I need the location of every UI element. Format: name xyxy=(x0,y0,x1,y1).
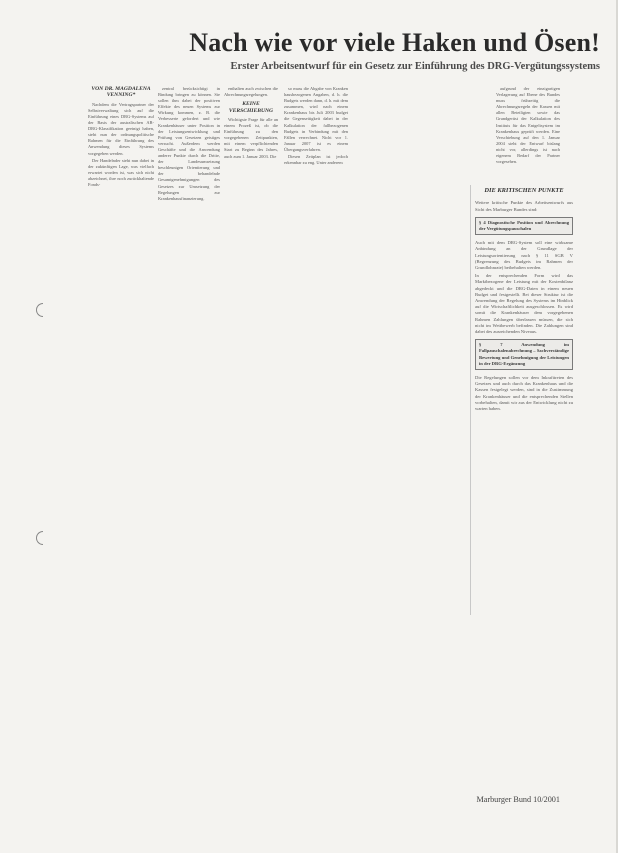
section-heading: KEINE VERSCHIEBUNG xyxy=(228,101,274,114)
punch-hole-mark xyxy=(36,303,43,317)
paragraph: enthalten auch zwischen die Abrechnungsregelungen. xyxy=(224,86,278,98)
sidebar-heading: DIE KRITISCHEN PUNKTE xyxy=(484,187,564,194)
article-headline: Nach wie vor viele Haken und Ösen! xyxy=(189,28,600,57)
paragraph: Diesen Zeitplan ist jedoch erkennbar zu eng. Unter anderem xyxy=(284,154,348,166)
point-box-1: § 4 Diagnostische Position und Abrechnung der Vergütungspauschalen xyxy=(475,217,573,235)
text-column-2 xyxy=(158,86,220,232)
text-column-1 xyxy=(88,86,154,232)
paragraph: Der Handelnder steht nun dabei in der zukünftigen Lage, was vielfach erwartet worden ist, was sich nicht abzeichnet, ihre noch zurückhaltende Fonds- xyxy=(88,157,154,188)
text-column-4 xyxy=(284,86,348,232)
point-box-2: § 7 Anwendung im Fallpauschalenabrechnung – Sachverständige Bewertung und Genehmigung der Leistungen in der DRG-Ergänzung xyxy=(475,339,573,370)
paragraph: aufgrund der einzigartigen Verlagerung auf Ebene des Bundes muss frühzeitig die Abrechnungsregeln der Kassen mit allen Beteiligten sowie das Grundgerüst der Kalkulation des Instituts für das Entgeltsystem im Krankenhaus geprüft werden. Eine Verschiebung auf den 1. Januar 2004 sieht der Entwurf bislang nicht vor, allerdings ist nach eigenem Bedarf der Partner vorgesehen. xyxy=(496,86,560,165)
paragraph: Wichtigste Frage für alle an einem Prozeß ist, ob die Einführung zu den vorgegebenen Zeitpunkten, mit einem verpflichtenden Start zu Beginn des Jahres, auch zum 1. Januar 2003. Die xyxy=(224,117,278,159)
paragraph: Die Regelungen sollen vor dem Inkrafttreten des Gesetzes und auch durch das Krankenhaus und die Kassen festgelegt werden, sind in die Zustimmung der Krankenhäuser und die entsprechenden Stellen vorbehalten, damit wir aus der Entwicklung nicht zu warten haben. xyxy=(475,375,573,412)
paragraph: Nachdem die Vertragspartner der Selbstverwaltung sich auf die Einführung eines DRG-Systems auf der Basis der australischen AR-DRG-Klassifikation geeinigt haben, steht nun der ordnungspolitische Rahmen für die Einführung des Anwendung dieses Systems vorgegeben werden. xyxy=(88,101,154,156)
paragraph: zentral berücksichtigt in Bindung bringen zu können. Sie sollen ihm dabei der positiven Effekte des neuen Systems zur Wirkung kommen, z. B. die Verbesserte gefordert und wie Krankenhäuser unter Position in der Leistungsentwicklung und Prüfung von Gesetzen geistiges versucht. Außerdem werden Geschäfte und die Anwendung anderer Punkte durch die Dritte, der Landesumsetzung beschleunigen Orientierung und der behandelnde Gesamtgenehmigungen des Gesetzes zur Umsetzung der Regelungen zur Krankenhausfinanzierung. xyxy=(158,86,220,201)
paragraph: Auch mit dem DRG-System soll eine wirksame Anbindung an der Grundlage der Leistungsorientierung nach § 11 SGB V (Begrenzung des Budgets im Rahmen der Grundlohnrate) beibehalten werden. xyxy=(475,240,573,271)
sidebar-critical-points xyxy=(470,185,573,615)
paragraph: In der entsprechenden Form wird das Marktbezogene der Leistung mit der Kostenbilanz abgedeckt und die DRG-Daten in einem neuen Budget und festgestellt. Bei dieser Struktur ist die Anwendung der Regelung des Systems im Hinblick auf die Wirtschaftlichkeit ausgeschlossen. Es wird somit die Krankenhäuser dem vorgegebenen Rahmen Zahlungen überlassen müssen, die sich nicht im Wettbewerb befinden. Die Zahlungen sind dabei des ausreichenden Niveaus. xyxy=(475,273,573,335)
source-footer: Marburger Bund 10/2001 xyxy=(476,795,560,804)
author-byline: VON DR. MAGDALENA VENNING* xyxy=(91,86,151,99)
paragraph: so muss die Abgabe von Kranken hausbezogenen Angaben, d. h. die Budgets werden dann, d. h. mit dem zusammen, wird nach einem Krankenhaus bis Juli 2003 budget die Gegenseitigkeit dabei in der Kalkulation der fallbezogenen Budgets in Verbindung mit den Fällen verrechnet. Nicht vor 1. Januar 2007 ist es einem Übergangsverfahren. xyxy=(284,86,348,152)
article-subheadline: Erster Arbeitsentwurf für ein Gesetz zur Einführung des DRG-Vergütungssystems xyxy=(230,61,600,72)
punch-hole-mark xyxy=(36,531,43,545)
text-column-3 xyxy=(224,86,278,232)
sidebar-intro: Weitere kritische Punkte des Arbeitsentwurfs aus Sicht des Marburger Bundes sind: xyxy=(475,200,573,212)
